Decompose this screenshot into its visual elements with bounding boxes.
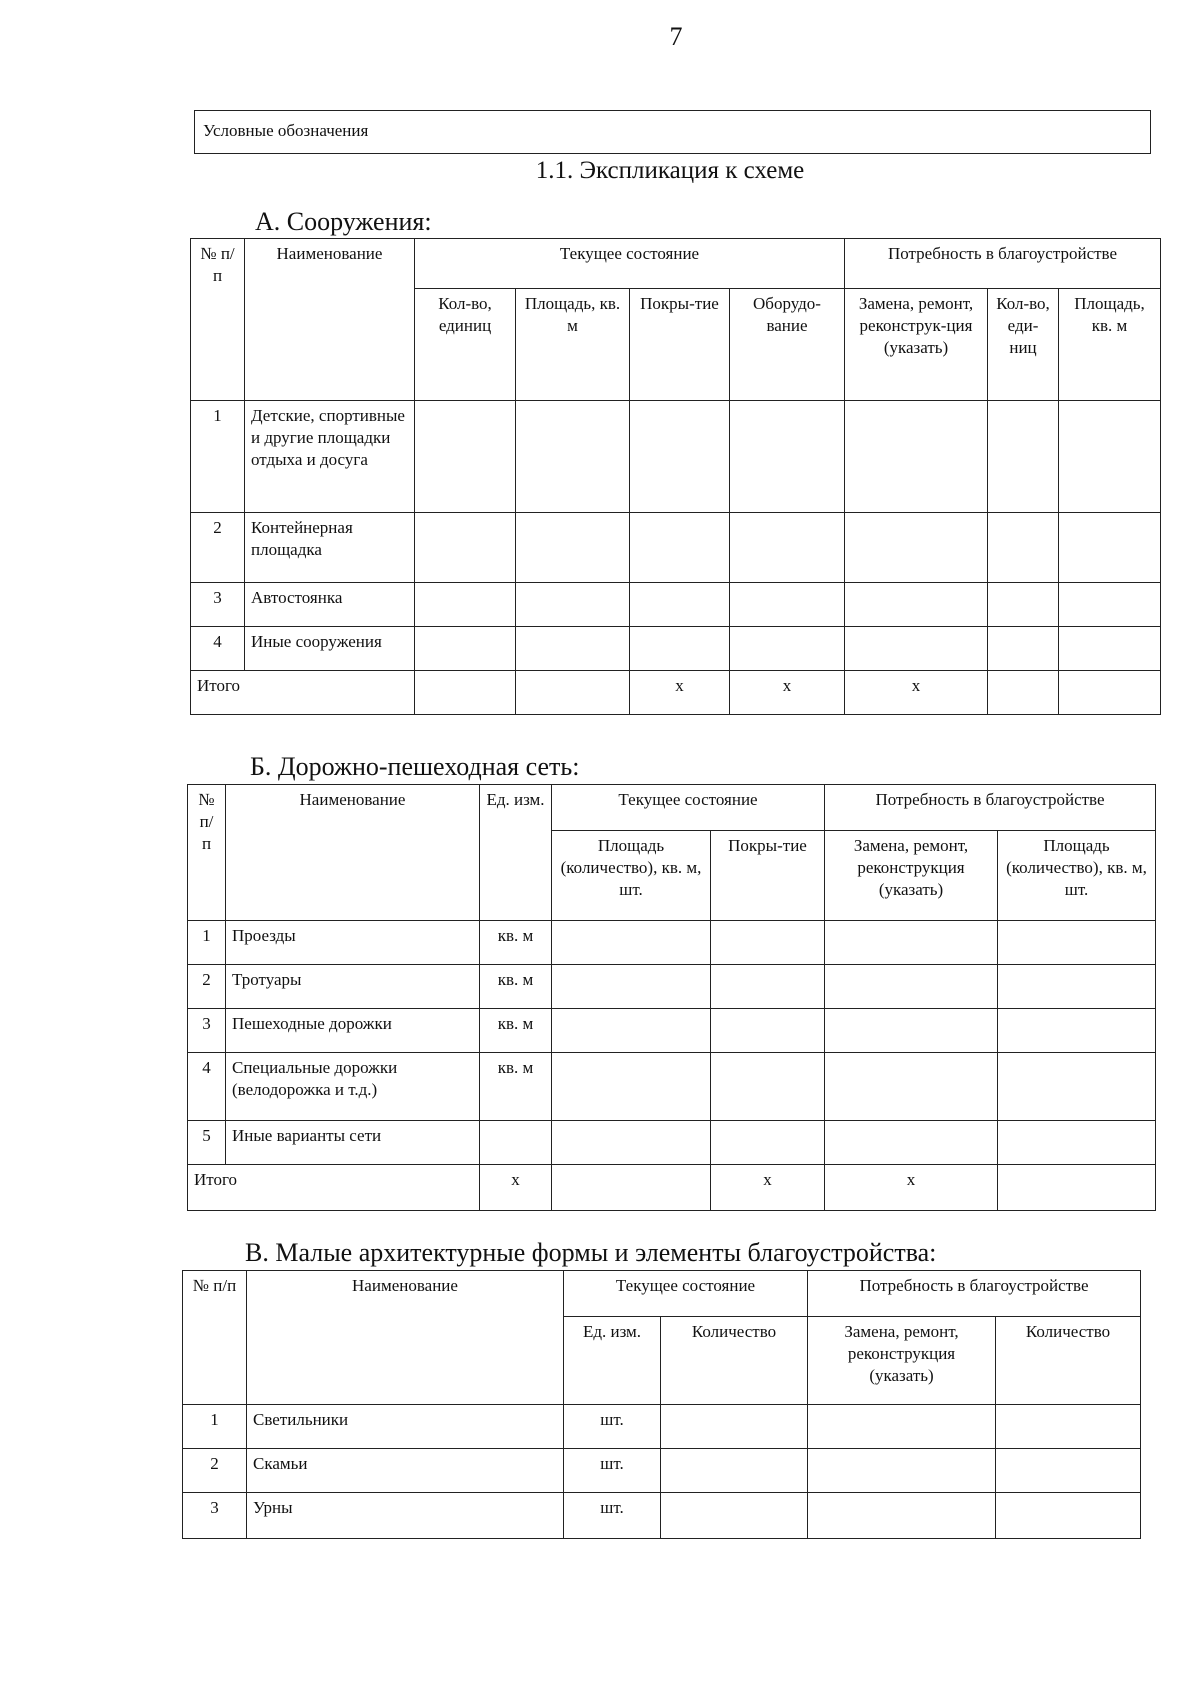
row-num: 5: [188, 1121, 226, 1165]
header-quantity: Количество: [661, 1317, 808, 1405]
header-current-state: Текущее состояние: [552, 785, 825, 831]
row-num: 4: [191, 627, 245, 671]
row-name: Автостоянка: [245, 583, 415, 627]
header-need-area: Площадь, кв. м: [1059, 289, 1161, 401]
table-road-network: [187, 784, 1156, 1211]
table-small-forms: [182, 1270, 1141, 1539]
header-need-quantity: Количество: [996, 1317, 1141, 1405]
legend-label: Условные обозначения: [203, 121, 369, 140]
x-mark: x: [845, 671, 988, 715]
header-improvement-need: Потребность в благоустройстве: [808, 1271, 1141, 1317]
table-row: [183, 1405, 1141, 1449]
row-unit: кв. м: [480, 1009, 552, 1053]
x-mark: x: [711, 1165, 825, 1211]
row-name: Иные сооружения: [245, 627, 415, 671]
row-name: Контейнерная площадка: [245, 513, 415, 583]
section-b-title: Б. Дорожно-пешеходная сеть:: [250, 752, 580, 781]
x-mark: x: [825, 1165, 998, 1211]
header-area-qty: Площадь (количество), кв. м, шт.: [552, 831, 711, 921]
table-row: [191, 583, 1161, 627]
row-name: Урны: [247, 1493, 564, 1539]
header-count: Кол-во, единиц: [415, 289, 516, 401]
row-unit: кв. м: [480, 1053, 552, 1121]
header-improvement-need: Потребность в благоустройстве: [825, 785, 1156, 831]
table-row: [191, 401, 1161, 513]
x-mark: x: [730, 671, 845, 715]
x-mark: x: [630, 671, 730, 715]
header-improvement-need: Потребность в благоустройстве: [845, 239, 1161, 289]
legend-box: [194, 110, 1151, 154]
header-replacement: Замена, ремонт, реконструк-ция (указать): [845, 289, 988, 401]
header-need-count: Кол-во, еди-ниц: [988, 289, 1059, 401]
header-replacement: Замена, ремонт, реконструкция (указать): [808, 1317, 996, 1405]
header-name: Наименование: [226, 785, 480, 921]
table-row: [183, 1449, 1141, 1493]
row-name: Светильники: [247, 1405, 564, 1449]
main-title: 1.1. Экспликация к схеме: [535, 157, 805, 184]
table-row: [191, 513, 1161, 583]
row-unit: шт.: [564, 1405, 661, 1449]
header-current-state: Текущее состояние: [415, 239, 845, 289]
table-row: [191, 627, 1161, 671]
header-num: № п/п: [191, 239, 245, 401]
header-name: Наименование: [247, 1271, 564, 1405]
header-num: № п/ п: [188, 785, 226, 921]
row-unit: [480, 1121, 552, 1165]
table-row: [183, 1493, 1141, 1539]
row-num: 2: [188, 965, 226, 1009]
row-name: Скамьи: [247, 1449, 564, 1493]
row-num: 3: [191, 583, 245, 627]
table-row: [188, 1009, 1156, 1053]
row-unit: шт.: [564, 1449, 661, 1493]
row-num: 2: [183, 1449, 247, 1493]
row-name: Пешеходные дорожки: [226, 1009, 480, 1053]
table-row: [188, 1053, 1156, 1121]
row-unit: кв. м: [480, 965, 552, 1009]
row-num: 3: [188, 1009, 226, 1053]
header-equipment: Оборудо-вание: [730, 289, 845, 401]
total-label: Итого: [191, 671, 415, 715]
row-name: Тротуары: [226, 965, 480, 1009]
header-coating: Покры-тие: [711, 831, 825, 921]
table-row: [188, 1121, 1156, 1165]
total-label: Итого: [188, 1165, 480, 1211]
header-unit: Ед. изм.: [564, 1317, 661, 1405]
row-name: Иные варианты сети: [226, 1121, 480, 1165]
header-current-state: Текущее состояние: [564, 1271, 808, 1317]
row-num: 3: [183, 1493, 247, 1539]
row-num: 4: [188, 1053, 226, 1121]
table-structures: [190, 238, 1161, 715]
table-row: [188, 921, 1156, 965]
header-area: Площадь, кв. м: [516, 289, 630, 401]
row-num: 1: [188, 921, 226, 965]
row-name: Проезды: [226, 921, 480, 965]
header-coating: Покры-тие: [630, 289, 730, 401]
row-num: 1: [191, 401, 245, 513]
x-mark: x: [480, 1165, 552, 1211]
header-replacement: Замена, ремонт, реконструкция (указать): [825, 831, 998, 921]
header-need-area-qty: Площадь (количество), кв. м, шт.: [998, 831, 1156, 921]
row-num: 1: [183, 1405, 247, 1449]
row-unit: кв. м: [480, 921, 552, 965]
row-num: 2: [191, 513, 245, 583]
header-num: № п/п: [183, 1271, 247, 1405]
table-row: [188, 965, 1156, 1009]
row-name: Специальные дорожки (велодорожка и т.д.): [226, 1053, 480, 1121]
header-unit: Ед. изм.: [480, 785, 552, 921]
header-name: Наименование: [245, 239, 415, 401]
total-row: [188, 1165, 1156, 1211]
section-a-title: А. Сооружения:: [255, 207, 432, 236]
row-name: Детские, спортивные и другие площадки отдыха и досуга: [245, 401, 415, 513]
page-number: 7: [669, 22, 683, 51]
row-unit: шт.: [564, 1493, 661, 1539]
total-row: [191, 671, 1161, 715]
section-c-title: В. Малые архитектурные формы и элементы благоустройства:: [245, 1238, 937, 1267]
